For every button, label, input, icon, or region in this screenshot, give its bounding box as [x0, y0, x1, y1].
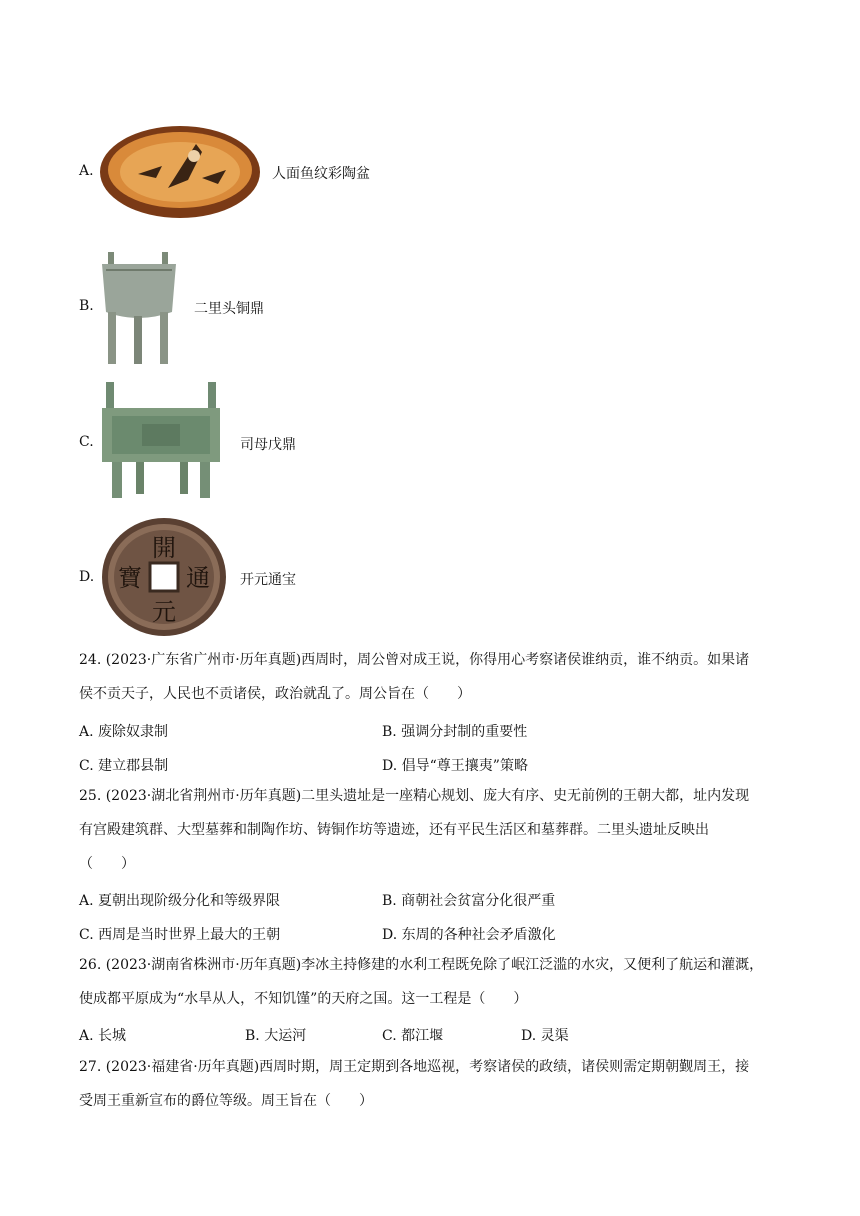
coin-char-bottom: 元 [152, 598, 176, 626]
bronze-square-ding-icon [98, 380, 224, 500]
option-letter-a: A. [79, 163, 94, 179]
option-letter-b: B. [79, 298, 94, 314]
question-27-stem [79, 1050, 791, 1118]
question-stem-line: 使成都平原成为“水旱从人，不知饥馑”的天府之国。这一工程是（ ） [79, 991, 528, 1007]
question-source: (2023·福建省·历年真题) [105, 1059, 260, 1075]
painted-pottery-basin-icon [98, 122, 262, 222]
q24-option-b[interactable]: B. 强调分封制的重要性 [382, 724, 528, 740]
bronze-tripod-ding-icon [98, 250, 180, 366]
question-25-stem [79, 779, 791, 881]
q26-option-b[interactable]: B. 大运河 [245, 1028, 307, 1044]
question-stem-line: 西周时，周公曾对成王说，你得用心考察诸侯谁纳贡，谁不纳贡。如果诸 [301, 652, 750, 668]
question-24-stem [79, 643, 791, 711]
question-source: (2023·广东省广州市·历年真题) [105, 652, 302, 668]
q24-option-d[interactable]: D. 倡导“尊王攘夷”策略 [382, 758, 528, 774]
question-number: 26. [79, 957, 102, 973]
question-stem-line: 有宫殿建筑群、大型墓葬和制陶作坊、铸铜作坊等遗迹，还有平民生活区和墓葬群。二里头遗址反映出 [79, 822, 709, 838]
option-caption-c: 司母戊鼎 [240, 437, 296, 453]
option-letter-d: D. [79, 569, 95, 585]
q25-option-a[interactable]: A. 夏朝出现阶级分化和等级界限 [79, 893, 281, 909]
q25-option-c[interactable]: C. 西周是当时世界上最大的王朝 [79, 927, 281, 943]
q26-option-a[interactable]: A. 长城 [79, 1028, 127, 1044]
question-stem-line: 侯不贡天子，人民也不贡诸侯，政治就乱了。周公旨在（ ） [79, 686, 471, 702]
question-source: (2023·湖北省荆州市·历年真题) [105, 788, 302, 804]
question-26-stem [79, 948, 791, 1016]
q25-option-b[interactable]: B. 商朝社会贫富分化很严重 [382, 893, 556, 909]
question-number: 27. [79, 1059, 102, 1075]
question-number: 25. [79, 788, 102, 804]
coin-char-right: 通 [186, 564, 210, 592]
question-source: (2023·湖南省株洲市·历年真题) [105, 957, 302, 973]
coin-char-left: 寶 [118, 564, 142, 592]
question-stem-line: （ ） [79, 856, 135, 872]
question-number: 24. [79, 652, 102, 668]
q24-option-a[interactable]: A. 废除奴隶制 [79, 724, 169, 740]
option-caption-d: 开元通宝 [240, 572, 296, 588]
q26-option-d[interactable]: D. 灵渠 [521, 1028, 569, 1044]
option-caption-b: 二里头铜鼎 [194, 301, 264, 317]
q25-option-d[interactable]: D. 东周的各种社会矛盾激化 [382, 927, 556, 943]
option-caption-a: 人面鱼纹彩陶盆 [272, 166, 370, 182]
question-stem-line: 受周王重新宣布的爵位等级。周王旨在（ ） [79, 1093, 373, 1109]
q26-option-c[interactable]: C. 都江堰 [382, 1028, 444, 1044]
q24-option-c[interactable]: C. 建立郡县制 [79, 758, 169, 774]
question-stem-line: 李冰主持修建的水利工程既免除了岷江泛滥的水灾，又便利了航运和灌溉， [301, 957, 764, 973]
question-stem-line: 西周时期，周王定期到各地巡视，考察诸侯的政绩，诸侯则需定期朝觐周王，接 [259, 1059, 750, 1075]
coin-char-top: 開 [152, 534, 176, 562]
option-letter-c: C. [79, 434, 94, 450]
kaiyuan-coin-icon [100, 516, 228, 638]
question-stem-line: 二里头遗址是一座精心规划、庞大有序、史无前例的王朝大都，址内发现 [301, 788, 750, 804]
